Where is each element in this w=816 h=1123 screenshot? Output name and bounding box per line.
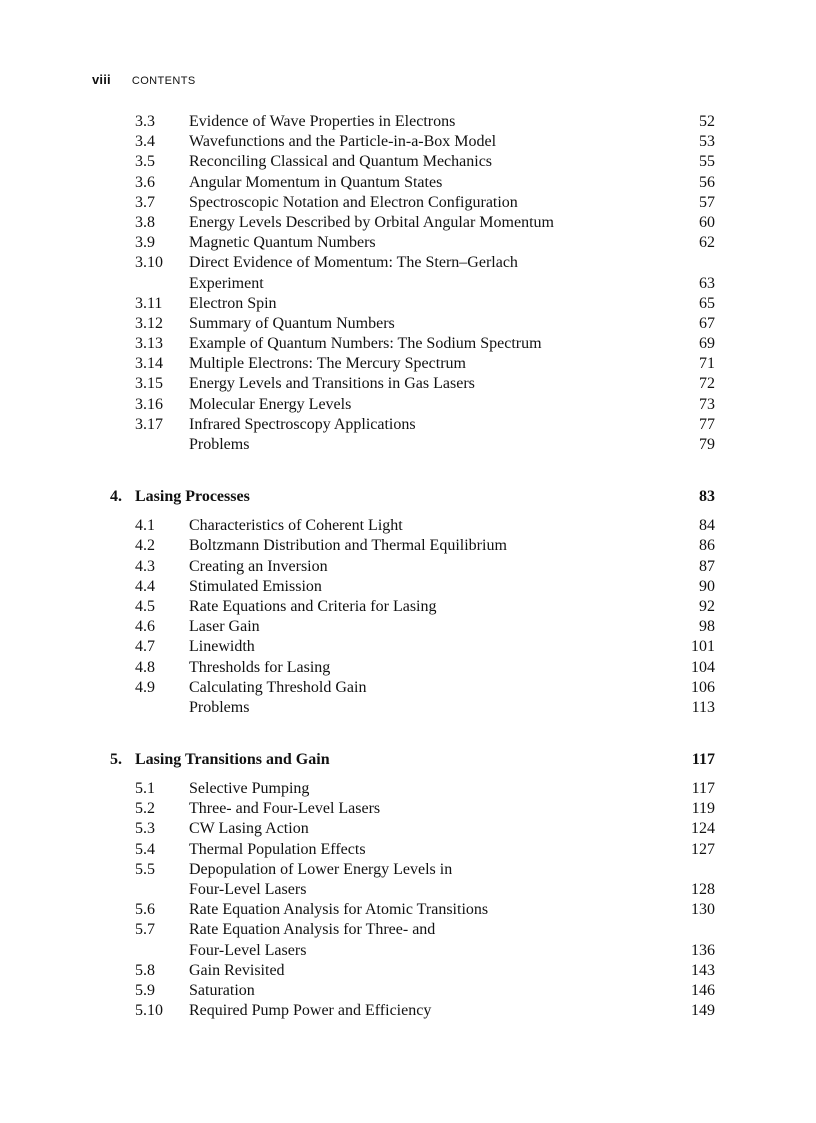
section-title: Infrared Spectroscopy Applications — [189, 415, 416, 433]
toc-entry — [0, 799, 816, 819]
toc-entry — [0, 233, 816, 253]
section-number: 5.3 — [135, 820, 155, 838]
section-number: 5.7 — [135, 921, 155, 939]
section-page: 101 — [691, 638, 715, 656]
section-number: 3.16 — [135, 395, 163, 413]
section-number: 4.7 — [135, 638, 155, 656]
page-number: viii — [92, 72, 111, 87]
section-page: 146 — [691, 981, 715, 999]
section-title: Multiple Electrons: The Mercury Spectrum — [189, 355, 466, 373]
chapter-title: Lasing Transitions and Gain — [135, 751, 330, 769]
section-title: Rate Equations and Criteria for Lasing — [189, 597, 437, 615]
toc-entry — [0, 415, 816, 435]
section-number: 3.15 — [135, 375, 163, 393]
section-page: 127 — [691, 840, 715, 858]
section-title: Summary of Quantum Numbers — [189, 314, 395, 332]
section-page: 52 — [699, 113, 715, 130]
section-number: 3.6 — [135, 173, 155, 191]
section-page: 57 — [699, 193, 715, 211]
section-page: 124 — [691, 820, 715, 838]
section-number: 3.11 — [135, 294, 163, 312]
section-title: Thermal Population Effects — [189, 840, 366, 858]
toc-entry — [0, 112, 816, 132]
section-title: Evidence of Wave Properties in Electrons — [189, 113, 456, 130]
section-title: Stimulated Emission — [189, 577, 322, 595]
section-title: Gain Revisited — [189, 961, 285, 979]
section-title: Energy Levels Described by Orbital Angular Momentum — [189, 213, 554, 231]
section-page: 106 — [691, 678, 715, 696]
toc-entry — [0, 658, 816, 678]
section-title: Problems — [189, 698, 250, 716]
toc-entry — [0, 920, 816, 940]
section-title: Linewidth — [189, 638, 255, 656]
toc-entry — [0, 314, 816, 334]
section-number: 3.8 — [135, 213, 155, 231]
chapter-4-heading — [0, 486, 816, 508]
section-page: 72 — [699, 375, 715, 393]
section-title: Boltzmann Distribution and Thermal Equilibrium — [189, 537, 507, 555]
toc-entry — [0, 152, 816, 172]
section-number: 3.4 — [135, 133, 155, 151]
section-title: Three- and Four-Level Lasers — [189, 800, 381, 818]
toc-entry-problems — [0, 698, 816, 718]
toc-entry-continuation — [0, 941, 816, 961]
section-page: 65 — [699, 294, 715, 312]
chapter-5-heading — [0, 749, 816, 771]
toc-entry — [0, 961, 816, 981]
section-number: 3.14 — [135, 355, 163, 373]
section-number: 3.5 — [135, 153, 155, 171]
section-title: Creating an Inversion — [189, 557, 328, 575]
section-page: 128 — [691, 881, 715, 898]
toc-entry — [0, 557, 816, 577]
section-number: 4.2 — [135, 537, 155, 555]
toc-entry — [0, 678, 816, 698]
chapter-3-section-list — [0, 112, 816, 455]
section-number: 3.10 — [135, 254, 163, 272]
section-number: 5.8 — [135, 961, 155, 979]
section-number: 3.9 — [135, 234, 155, 252]
toc-entry — [0, 213, 816, 233]
section-page: 55 — [699, 153, 715, 171]
section-page: 60 — [699, 213, 715, 231]
section-number: 4.4 — [135, 577, 155, 595]
section-number: 5.5 — [135, 860, 155, 878]
toc-entry — [0, 840, 816, 860]
section-title: Laser Gain — [189, 618, 260, 636]
toc-entry — [0, 516, 816, 536]
section-number: 5.10 — [135, 1002, 163, 1020]
section-title: Energy Levels and Transitions in Gas Lasers — [189, 375, 475, 393]
section-page: 69 — [699, 335, 715, 353]
toc-entry — [0, 1001, 816, 1021]
section-title: Angular Momentum in Quantum States — [189, 173, 443, 191]
section-page: 53 — [699, 133, 715, 151]
section-page: 62 — [699, 234, 715, 252]
section-title: Depopulation of Lower Energy Levels in — [189, 860, 453, 878]
toc-entry — [0, 860, 816, 880]
section-title: Example of Quantum Numbers: The Sodium Spectrum — [189, 335, 542, 353]
section-page: 130 — [691, 901, 715, 919]
section-page: 149 — [691, 1002, 715, 1020]
section-title: Molecular Energy Levels — [189, 395, 352, 413]
section-page: 71 — [699, 355, 715, 373]
section-title: Selective Pumping — [189, 780, 310, 798]
toc-entry-continuation — [0, 274, 816, 294]
toc-entry — [0, 637, 816, 657]
toc-entry — [0, 132, 816, 152]
toc-entry — [0, 577, 816, 597]
section-page: 86 — [699, 537, 715, 555]
section-page: 87 — [699, 557, 715, 575]
section-number: 3.17 — [135, 415, 163, 433]
table-of-contents — [0, 112, 816, 1021]
toc-entry — [0, 395, 816, 415]
section-title: Reconciling Classical and Quantum Mechanics — [189, 153, 493, 171]
toc-entry-continuation — [0, 880, 816, 900]
chapter-page: 117 — [691, 751, 715, 769]
chapter-page: 83 — [699, 488, 715, 506]
section-page: 67 — [699, 314, 715, 332]
toc-entry — [0, 597, 816, 617]
section-title: Required Pump Power and Efficiency — [189, 1002, 432, 1020]
section-number: 5.1 — [135, 780, 155, 798]
section-title: Four-Level Lasers — [189, 941, 307, 959]
chapter-spacer — [0, 718, 816, 749]
section-title: Rate Equation Analysis for Three- and — [189, 921, 436, 939]
section-title: Characteristics of Coherent Light — [189, 517, 403, 535]
section-title: CW Lasing Action — [189, 820, 309, 838]
toc-entry — [0, 536, 816, 556]
section-number: 3.3 — [135, 113, 155, 130]
toc-entry — [0, 374, 816, 394]
toc-entry — [0, 819, 816, 839]
chapter-spacer — [0, 455, 816, 486]
chapter-5-section-list — [0, 779, 816, 1021]
section-title: Four-Level Lasers — [189, 881, 307, 898]
section-page: 143 — [691, 961, 715, 979]
section-number: 3.7 — [135, 193, 155, 211]
toc-entry — [0, 354, 816, 374]
section-title: Saturation — [189, 981, 255, 999]
toc-entry — [0, 294, 816, 314]
section-title: Thresholds for Lasing — [189, 658, 331, 676]
section-page: 119 — [691, 800, 715, 818]
section-page: 90 — [699, 577, 715, 595]
section-title: Spectroscopic Notation and Electron Configuration — [189, 193, 518, 211]
toc-entry — [0, 193, 816, 213]
toc-entry — [0, 617, 816, 637]
section-page: 117 — [691, 780, 715, 798]
chapter-title: Lasing Processes — [135, 488, 250, 506]
section-title: Wavefunctions and the Particle-in-a-Box Model — [189, 133, 497, 151]
chapter-number: 5. — [110, 751, 122, 769]
section-page: 84 — [699, 517, 715, 535]
section-title: Direct Evidence of Momentum: The Stern–Gerlach — [189, 254, 518, 272]
section-page: 56 — [699, 173, 715, 191]
section-number: 5.4 — [135, 840, 155, 858]
section-number: 4.6 — [135, 618, 155, 636]
toc-entry — [0, 334, 816, 354]
section-number: 3.12 — [135, 314, 163, 332]
section-title: Rate Equation Analysis for Atomic Transitions — [189, 901, 489, 919]
section-number: 5.9 — [135, 981, 155, 999]
section-page: 98 — [699, 618, 715, 636]
section-page: 73 — [699, 395, 715, 413]
section-number: 3.13 — [135, 335, 163, 353]
section-title: Problems — [189, 436, 250, 453]
section-page: 63 — [699, 274, 715, 292]
section-page: 79 — [699, 436, 715, 453]
section-page: 113 — [691, 698, 715, 716]
section-number: 4.9 — [135, 678, 155, 696]
toc-entry — [0, 900, 816, 920]
section-title: Experiment — [189, 274, 264, 292]
section-page: 136 — [691, 941, 715, 959]
section-title: Calculating Threshold Gain — [189, 678, 367, 696]
section-number: 4.8 — [135, 658, 155, 676]
toc-entry-problems — [0, 435, 816, 455]
chapter-4-section-list — [0, 516, 816, 718]
section-number: 4.1 — [135, 517, 155, 535]
section-number: 4.5 — [135, 597, 155, 615]
section-page: 104 — [691, 658, 715, 676]
toc-entry — [0, 173, 816, 193]
section-page: 92 — [699, 597, 715, 615]
running-title: CONTENTS — [131, 75, 196, 87]
running-head — [92, 72, 196, 87]
section-title: Electron Spin — [189, 294, 277, 312]
section-page: 77 — [699, 415, 715, 433]
toc-entry — [0, 253, 816, 273]
section-number: 5.2 — [135, 800, 155, 818]
section-number: 4.3 — [135, 557, 155, 575]
section-title: Magnetic Quantum Numbers — [189, 234, 376, 252]
toc-entry — [0, 981, 816, 1001]
toc-entry — [0, 779, 816, 799]
section-number: 5.6 — [135, 901, 155, 919]
chapter-number: 4. — [110, 488, 122, 506]
